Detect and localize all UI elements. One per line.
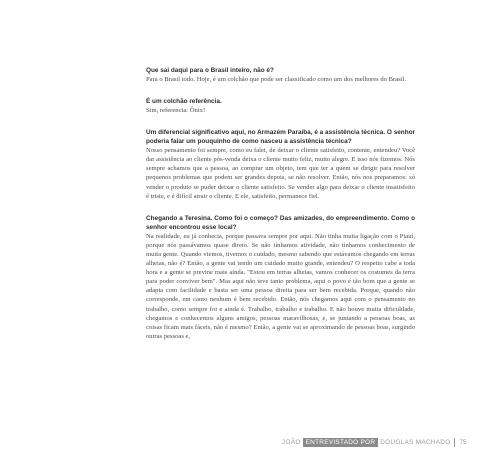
interview-question: Chegando a Teresina. Como foi o começo? Das amizades, do empreendimento. Como o senhor encontrou esse local? [146,214,415,231]
page-number: 75 [459,439,467,446]
interview-answer: Para o Brasil todo. Hoje, é um colchão que pode ser classificado como um dos melhores do Brasil. [146,76,407,83]
footer-interviewee: JOÃO [282,439,301,446]
qa-block [146,128,415,201]
qa-block [146,66,415,84]
footer-interviewed-by-tag: ENTREVISTADO POR [303,438,379,447]
interview-question: É um colchão referência. [146,98,222,106]
interview-text [146,66,415,354]
footer-interviewer: DOUGLAS MACHADO [380,439,451,446]
footer-divider [454,438,455,447]
interview-question: Um diferencial significativo aqui, no Armazém Paraíba, é a assistência técnica. O senhor poderia falar um pouquinho de como nasceu a assistência técnica? [146,129,415,146]
qa-block [146,214,415,341]
interview-question: Que sai daqui para o Brasil inteiro, não é? [146,67,274,74]
page-footer [282,438,467,447]
qa-block [146,97,415,115]
interview-answer: Nosso pensamento foi sempre, como eu falei, de deixar o cliente satisfeito, contente, entendeu? Você dar assistência ao cliente pós-venda deixa o cliente muito feliz, muito alegre. E isso nós fizemos. Nós sempre achamos que a pessoa, ao comprar um objeto, tem que ter a quem se dirigir para resolver pequenos problemas que podem ser grandes depois, se não resolver. Então, nós nos preparamos: só vender o produto se puder deixar o cliente satisfeito. Se vender algo para deixar o cliente insatisfeito é triste, e é difícil atrair o cliente. E ele, satisfeito, permanece fiel. [146,147,415,200]
interview-answer: Sim, referencia: Ônix! [146,107,206,115]
interview-answer: Na realidade, eu já conhecia, porque passava sempre por aqui. Não tinha muita ligação com o Piauí, porque nós passávamos quase direto. Se não tínhamos atividade, não tínhamos conhecimento de muita gente. Quando viemos, tivemos o cuidado, mesmo sabendo que estávamos chegando em terras alheias, não é? Então, a gente vai tendo um cuidado muito grande, entendeu? O respeito cabe a toda hora e a gente se previne mais ainda. "Estou em terras alheias, vamos conhecer os costumes da terra para poder conviver bem". Mas aqui não teve tanto problema, aqui o povo é tão bom que a gente se adapta com facilidade e basta ser uma pessoa direita para ser bem recebida. Porque, quando não corresponde, em canto nenhum é bem recebido. Então, nós chegamos aqui com o pensamento no trabalho, como sempre foi e ainda é. Trabalho, trabalho e trabalho. E não houve muita dificuldade, chegamos e conhecemos alguns amigos, pessoas maravilhosas, e, se juntando a pessoas boas, as coisas ficam mais fáceis, não é mesmo? Então, a gente vai se aproximando de pessoas boas, surgindo outras pessoas e, [146,232,415,340]
